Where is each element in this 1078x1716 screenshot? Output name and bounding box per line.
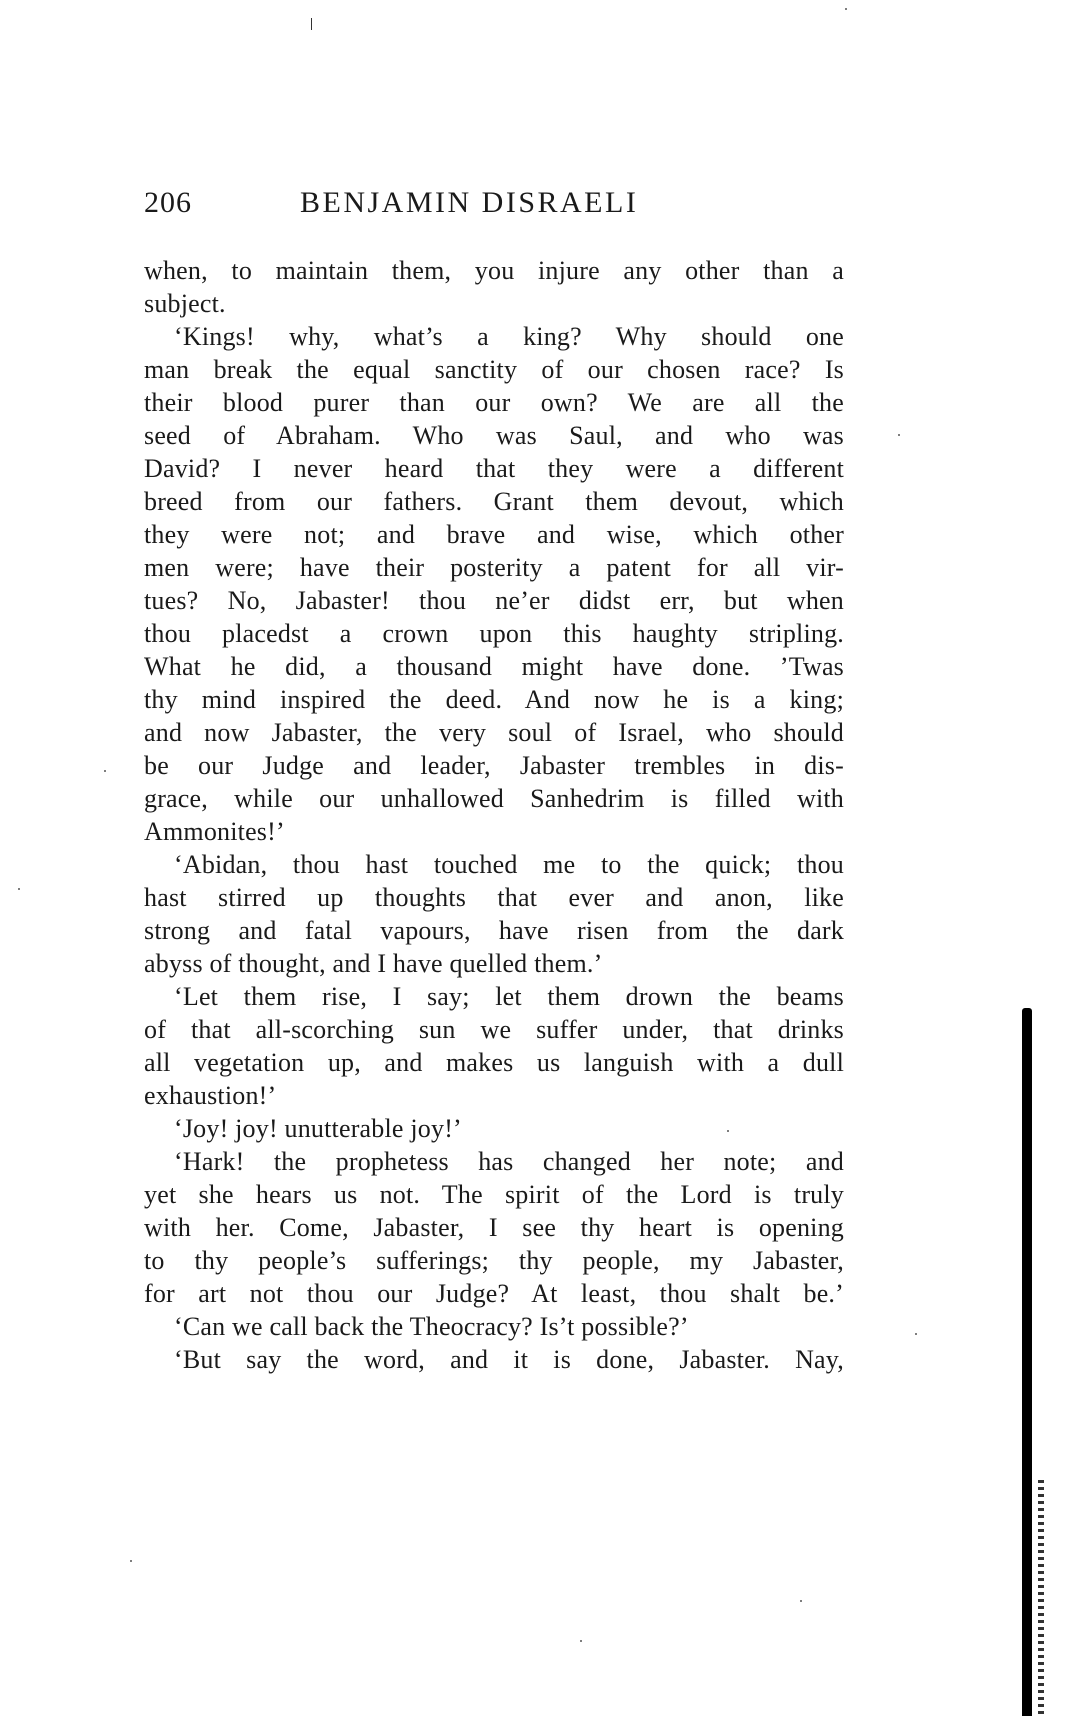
text-line: all vegetation up, and makes us languish with a dull [144, 1048, 844, 1077]
scan-mark [311, 18, 312, 30]
scan-speck [898, 434, 900, 436]
scan-speck [104, 770, 106, 772]
text-line: thou placedst a crown upon this haughty stripling. [144, 619, 844, 648]
body-text [144, 254, 844, 1376]
scan-speck [845, 8, 847, 10]
page-header [144, 186, 704, 230]
text-line: with her. Come, Jabaster, I see thy heart is opening [144, 1213, 844, 1242]
text-line: thy mind inspired the deed. And now he is a king; [144, 685, 844, 714]
scan-speck [727, 1130, 729, 1132]
scan-speck [130, 1560, 132, 1562]
text-line: strong and fatal vapours, have risen from the dark [144, 916, 844, 945]
text-line: when, to maintain them, you injure any other than a [144, 256, 844, 285]
text-line: ‘Hark! the prophetess has changed her note; and [174, 1147, 844, 1176]
text-line: man break the equal sanctity of our chosen race? Is [144, 355, 844, 384]
text-line: abyss of thought, and I have quelled them.’ [144, 949, 603, 978]
text-line: grace, while our unhallowed Sanhedrim is filled with [144, 784, 844, 813]
text-line: ‘Kings! why, what’s a king? Why should one [174, 322, 844, 351]
text-line: exhaustion!’ [144, 1081, 277, 1110]
text-line: ‘Let them rise, I say; let them drown the beams [174, 982, 844, 1011]
text-line: Ammonites!’ [144, 817, 285, 846]
text-line: breed from our fathers. Grant them devout, which [144, 487, 844, 516]
scan-speck [915, 1333, 917, 1335]
text-line: and now Jabaster, the very soul of Israel, who should [144, 718, 844, 747]
page-number: 206 [144, 186, 192, 219]
text-line: be our Judge and leader, Jabaster trembles in dis- [144, 751, 844, 780]
running-head: BENJAMIN DISRAELI [300, 186, 639, 219]
text-line: What he did, a thousand might have done. ’Twas [144, 652, 844, 681]
text-line: David? I never heard that they were a different [144, 454, 844, 483]
text-line: ‘Can we call back the Theocracy? Is’t possible?’ [174, 1312, 689, 1341]
text-line: yet she hears us not. The spirit of the Lord is truly [144, 1180, 844, 1209]
binding-shadow [1022, 1008, 1032, 1716]
text-line: subject. [144, 289, 226, 318]
text-line: of that all-scorching sun we suffer under, that drinks [144, 1015, 844, 1044]
text-line: hast stirred up thoughts that ever and anon, like [144, 883, 844, 912]
scan-speck [18, 888, 20, 890]
text-line: ‘Abidan, thou hast touched me to the quick; thou [174, 850, 844, 879]
text-line: tues? No, Jabaster! thou ne’er didst err, but when [144, 586, 844, 615]
text-line: they were not; and brave and wise, which other [144, 520, 844, 549]
text-line: for art not thou our Judge? At least, thou shalt be.’ [144, 1279, 844, 1308]
text-line: their blood purer than our own? We are all the [144, 388, 844, 417]
text-line: seed of Abraham. Who was Saul, and who was [144, 421, 844, 450]
binding-shadow-fringe [1038, 1480, 1044, 1716]
text-line: to thy people’s sufferings; thy people, my Jabaster, [144, 1246, 844, 1275]
text-line: ‘But say the word, and it is done, Jabaster. Nay, [174, 1345, 844, 1374]
scan-speck [580, 1640, 582, 1642]
scan-speck [800, 1600, 802, 1602]
text-line: men were; have their posterity a patent for all vir- [144, 553, 844, 582]
text-line: ‘Joy! joy! unutterable joy!’ [174, 1114, 462, 1143]
